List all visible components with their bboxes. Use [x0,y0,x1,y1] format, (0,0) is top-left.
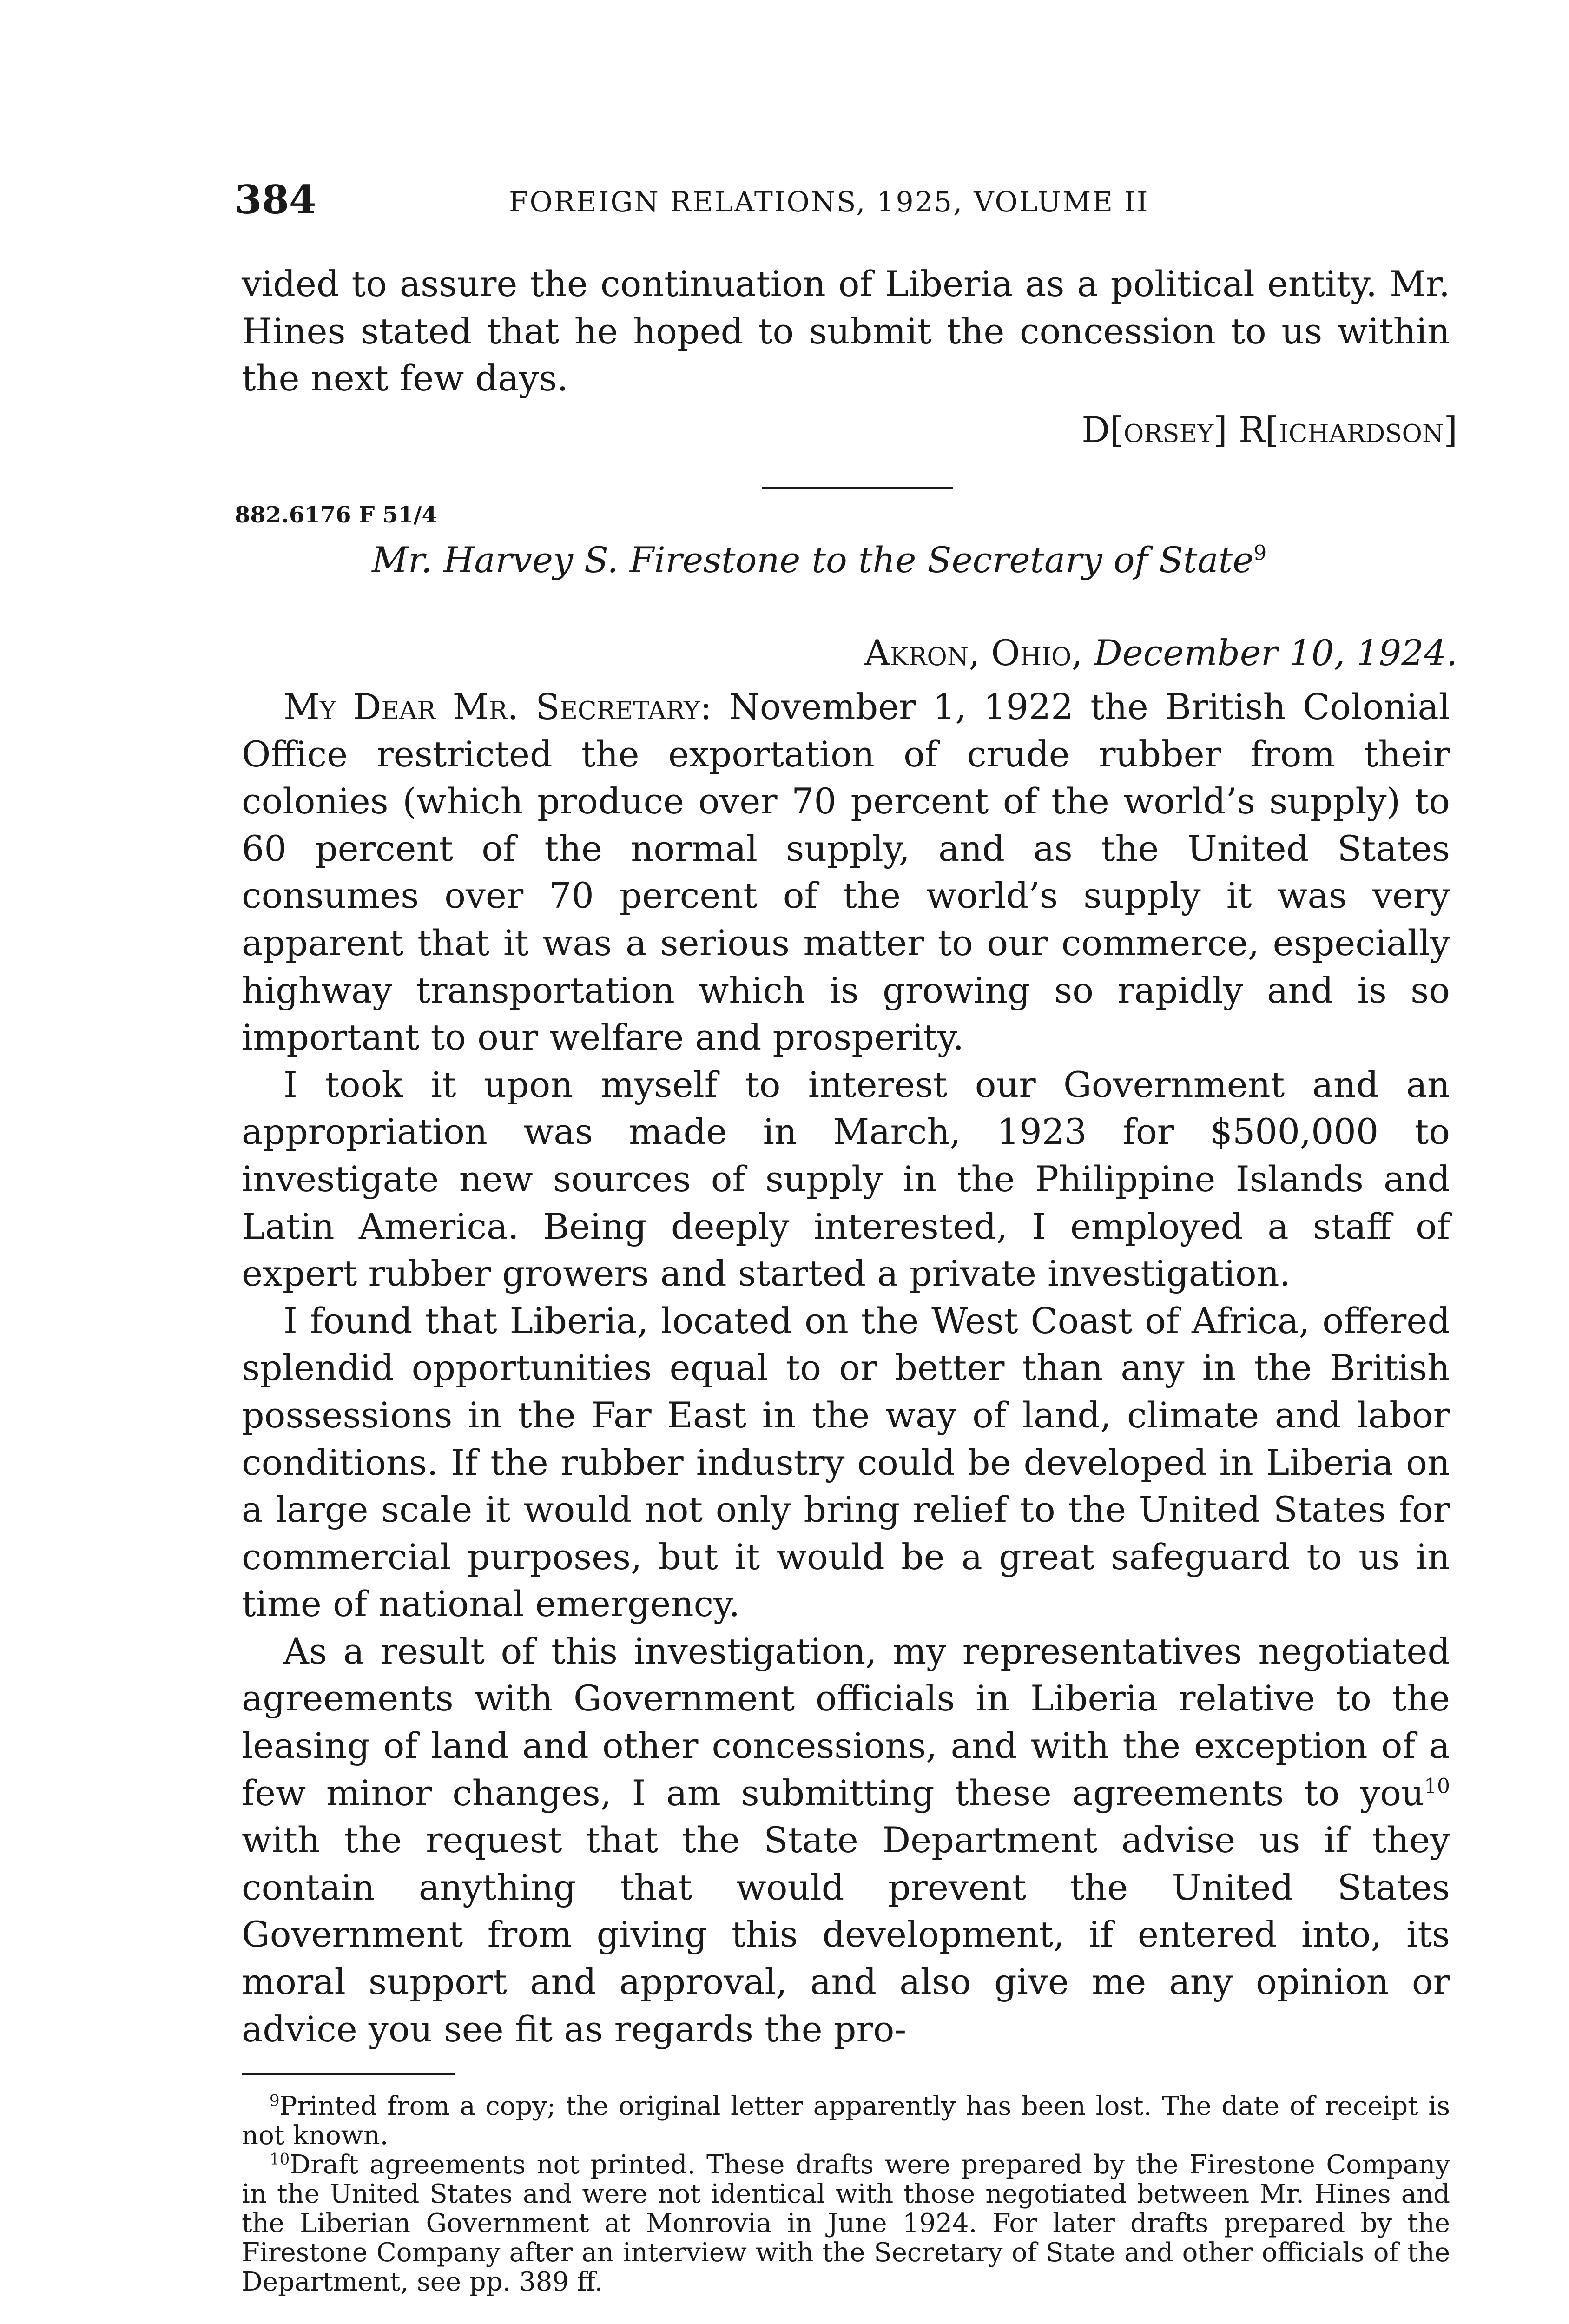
footnote-9-text: Printed from a copy; the original letter apparently has been lost. The date of receipt is not known. [242,2091,1450,2151]
paragraph-1-text: November 1, 1922 the British Colonial Office restricted the exportation of crude rubber from their colonies (which produce over 70 percent of the world’s supply) to 60 percent of the normal supply, and as the United States consumes over 70 percent of the world’s supply it was very apparent that it was a serious matter to our commerce, especially highway transportation which is growing so rapidly and is so important to our welfare and prosperity. [242,686,1450,1058]
letter-paragraph-2: I took it upon myself to interest our Government and an appropriation was made in March, 1923 for $500,000 to investigate new sources of supply in the Philippine Islands and Latin America. Being deeply interested, I employed a staff of expert rubber growers and started a private investigation. [242,1063,1450,1294]
running-title: FOREIGN RELATIONS, 1925, VOLUME II [509,186,1149,218]
salutation: My Dear Mr. Secretary: [283,686,712,727]
running-head [235,177,1443,228]
document-heading [372,539,1266,581]
footnote-9 [242,2092,1450,2150]
letter-paragraph-3: I found that Liberia, located on the West Coast of Africa, offered splendid opportunities equal to or better than any in the British possessions in the Far East in the way of land, climate and labor conditions. If the rubber industry could be developed in Liberia on a large scale it would not only bring relief to the United States for commercial purposes, but it would be a great safeguard to us in time of national emergency. [242,1300,1450,1625]
dateline-date: December 10, 1924. [1094,632,1457,673]
dateline [864,632,1457,673]
letter-paragraph-1 [242,683,1450,1061]
page-number: 384 [235,177,316,223]
footnote-10-mark: 10 [270,2150,290,2169]
footnote-9-mark: 9 [270,2091,280,2110]
letter-paragraph-4 [242,1628,1450,2053]
footnote-rule [242,2073,455,2075]
dateline-place: Akron, Ohio, [864,632,1083,673]
document-heading-text: Mr. Harvey S. Firestone to the Secretary of State [372,539,1254,581]
paragraph-4-footnote-mark: 10 [1424,1774,1450,1798]
continued-text [242,260,1450,402]
paragraph-4-text-a: As a result of this investigation, my representatives negotiated agreements with Government officials in Liberia relative to the leasing of land and other concessions, and with the exception of a few minor changes, I am submitting these agreements to you [242,1630,1450,1814]
heading-footnote-mark: 9 [1253,541,1267,565]
closing-signature: D[orsey] R[ichardson] [1081,409,1457,450]
continued-paragraph: vided to assure the continuation of Liberia as a political entity. Mr. Hines stated that he hoped to submit the concession to us within the next few days. [242,263,1450,399]
footnotes [242,2092,1450,2297]
letter-body [242,683,1450,2053]
footnote-10 [242,2150,1450,2297]
footnote-10-text: Draft agreements not printed. These drafts were prepared by the Firestone Company in the United States and were not identical with those negotiated between Mr. Hines and the Liberian Government at Monrovia in June 1924. For later drafts prepared by the Firestone Company after an interview with the Secretary of State and other officials of the Department, see pp. 389 ff. [242,2150,1450,2297]
file-number: 882.6176 F 51/4 [235,502,437,528]
section-divider [762,487,953,489]
paragraph-4-text-b: with the request that the State Department advise us if they contain anything that would prevent the United States Government from giving this development, if entered into, its moral support and approval, and also give me any opinion or advice you see fit as regards the pro- [242,1819,1450,2050]
